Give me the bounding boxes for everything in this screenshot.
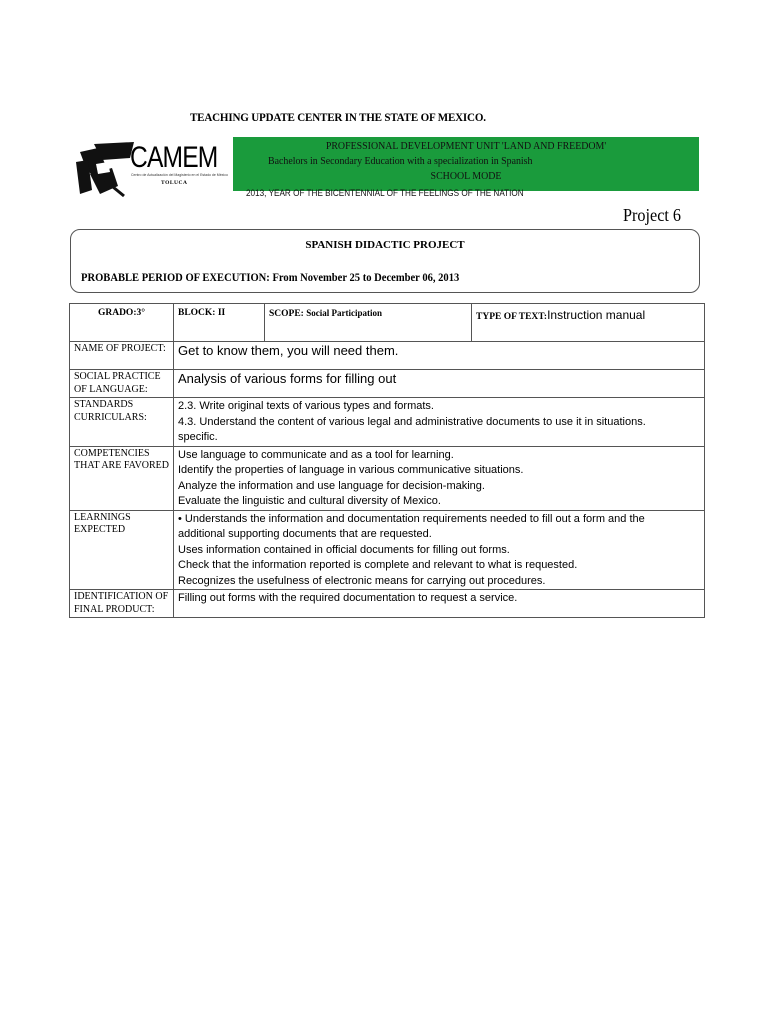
row-line: Identify the properties of language in various communicative situations. [178,464,524,476]
project-title: SPANISH DIDACTIC PROJECT [305,239,465,251]
table-row [70,370,705,398]
row-value [174,398,705,447]
row-label: STANDARDS CURRICULARS: [70,398,174,447]
institution-banner [233,137,699,191]
row-line: Filling out forms with the required documentation to request a service. [178,592,518,604]
table-row [70,510,705,590]
scope-label: SCOPE: [269,309,304,319]
scope-value: Social Participation [306,308,382,318]
logo-wordmark: CAMEM [130,141,218,174]
row-value [174,370,705,398]
grade-cell: GRADO:3° [70,304,174,342]
row-line: • Understands the information and documentation requirements needed to fill out a form and the [178,512,645,525]
banner-mode-line: SCHOOL MODE [430,170,502,182]
row-line: additional supporting documents that are requested. [178,528,432,540]
row-value [174,510,705,590]
row-line: Get to know them, you will need them. [178,343,399,358]
table-row [70,590,705,618]
row-line: Check that the information reported is complete and relevant to what is requested. [178,559,578,571]
project-number: Project 6 [623,205,682,225]
row-line: 2.3. Write original texts of various types and formats. [178,400,434,412]
row-label: LEARNINGS EXPECTED [70,510,174,590]
row-label: NAME OF PROJECT: [70,342,174,370]
center-title: TEACHING UPDATE CENTER IN THE STATE OF MEXICO. [190,110,486,124]
scope-cell [265,304,472,342]
text-type-label: TYPE OF TEXT: [476,312,548,322]
banner-degree-line: Bachelors in Secondary Education with a specialization in Spanish [268,155,533,167]
row-line: Recognizes the usefulness of electronic means for carrying out procedures. [178,574,546,587]
table-header-row [70,304,705,342]
row-line: Evaluate the linguistic and cultural diversity of Mexico. [178,495,441,507]
table-row [70,398,705,447]
row-line: specific. [178,431,218,443]
row-value [174,446,705,510]
table-row [70,342,705,370]
table-row [70,446,705,510]
year-motto: 2013, YEAR OF THE BICENTENNIAL OF THE FEELINGS OF THE NATION [246,188,524,199]
row-line: Analysis of various forms for filling out [178,371,397,386]
logo-subtitle: Centro de Actualización del Magisterio en el Estado de México [131,173,228,177]
banner-unit-line: PROFESSIONAL DEVELOPMENT UNIT 'LAND AND FREEDOM' [325,140,607,152]
text-type-value: Instruction manual [547,308,646,322]
row-value [174,590,705,618]
row-line: Use language to communicate and as a tool for learning. [178,448,454,461]
project-details-table [69,303,705,618]
row-label: IDENTIFICATION OF FINAL PRODUCT: [70,590,174,618]
row-label: COMPETENCIES THAT ARE FAVORED [70,446,174,510]
row-value [174,342,705,370]
execution-period: PROBABLE PERIOD OF EXECUTION: From November 25 to December 06, 2013 [81,270,460,284]
row-label: SOCIAL PRACTICE OF LANGUAGE: [70,370,174,398]
row-line: Uses information contained in official documents for filling out forms. [178,543,510,556]
text-type-cell [472,304,705,342]
project-header-box [70,229,700,293]
block-cell: BLOCK: II [174,304,265,342]
row-line: 4.3. Understand the content of various legal and administrative documents to use it in situations. [178,415,646,428]
logo-city: TOLUCA [161,180,188,186]
row-line: Analyze the information and use language for decision-making. [178,479,485,492]
